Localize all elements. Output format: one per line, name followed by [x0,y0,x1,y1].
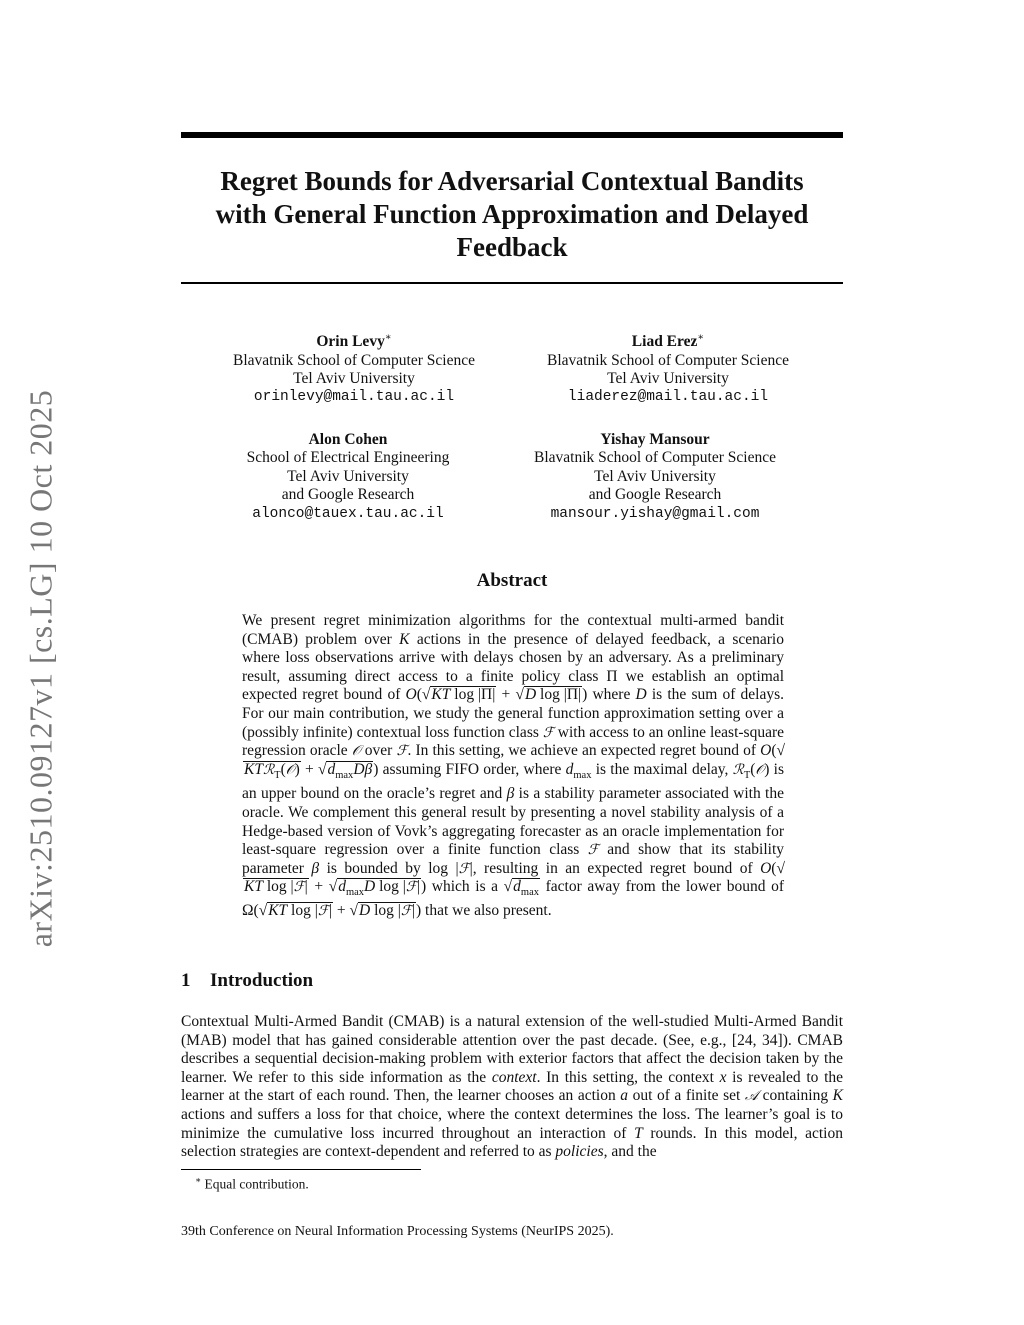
arxiv-identifier: arXiv:2510.09127v1 [cs.LG] 10 Oct 2025 [22,389,59,948]
author-affiliation: and Google Research [588,486,722,504]
author-block [495,431,815,523]
author-affiliation: Tel Aviv University [607,369,729,387]
section-number: 1 [181,970,191,991]
author-email: liaderez@mail.tau.ac.il [567,389,769,406]
author-affiliation: Tel Aviv University [293,369,415,387]
section-heading [181,970,313,992]
author-email: orinlevy@mail.tau.ac.il [253,389,455,406]
author-block [188,431,508,523]
venue-note: 39th Conference on Neural Information Processing Systems (NeurIPS 2025). [181,1224,614,1239]
author-affiliation: Tel Aviv University [287,467,409,485]
abstract-body: We present regret minimization algorithms for the contextual multi-armed bandit (CMAB) problem over K actions in the presence of delayed feedback, a scenario where loss observations arrive with delays chosen by an adversary. As a preliminary result, assuming direct access to a finite policy class Π we establish an optimal expected regret bound of O(√KT log |Π| + √D log |Π|) where D is the sum of delays. For our main contribution, we study the general function approximation setting over a (possibly infinite) contextual loss function class ℱ with access to an online least-square regression oracle 𝒪 over ℱ. In this setting, we achieve an expected regret bound of O(√KTℛ$_T$(𝒪) + $√d_{max}D\beta$) assuming FIFO order, where $d_{max}$ is the maximal delay, ℛ$_T$(𝒪) is an upper bound on the oracle’s regret and β is a stability parameter associated with the oracle. We complement this general result by presenting a novel stability analysis of a Hedge-based version of Vovk’s aggregating forecaster as an oracle implementation for least-square regression over a finite function class ℱ and show that its stability parameter β is bounded by log |ℱ|, resulting in an expected regret bound of O(√KT log |ℱ| + $√d_{max}D$ log |ℱ|) which is a $√d_{max}$ factor away from the lower bound of Ω(√KT log |ℱ| + √D log |ℱ|) that we also present. [242,612,785,919]
author-email: mansour.yishay@gmail.com [550,505,760,522]
author-affiliation: Blavatnik School of Computer Science [547,351,789,369]
abstract-heading: Abstract [476,570,548,591]
title-bottom-rule [181,282,843,284]
title-line: with General Function Approximation and Delayed [215,199,809,229]
author-affiliation: and Google Research [281,486,415,504]
author-name: Orin Levy∗ [316,332,392,351]
introduction-body: Contextual Multi-Armed Bandit (CMAB) is a natural extension of the well-studied Multi-Armed Bandit (MAB) model that has gained considerable attention over the past decade. (See, e.g., [24, 34]). CMAB describes a sequential decision-making problem with exterior factors that affect the decision taken by the learner. We refer to this side information as the context. In this setting, the context x is revealed to the learner at the start of each round. Then, the learner chooses an action a out of a finite set 𝒜 containing K actions and suffers a loss for that choice, where the context determines the loss. The learner’s goal is to minimize the cumulative loss incurred throughout an interaction of T rounds. In this model, action selection strategies are context-dependent and referred to as policies, and the [181,1013,844,1161]
author-name: Alon Cohen [308,431,388,448]
title-line: Feedback [456,232,568,262]
author-affiliation: Tel Aviv University [594,467,716,485]
author-affiliation: Blavatnik School of Computer Science [534,449,776,467]
title-line: Regret Bounds for Adversarial Contextual Bandits [220,166,804,196]
title-top-rule [181,132,843,138]
author-block [508,329,828,407]
author-name: Liad Erez∗ [631,332,705,351]
author-affiliation: Blavatnik School of Computer Science [233,351,475,369]
author-block [194,329,514,407]
paper-title [181,165,843,264]
section-title: Introduction [210,970,314,991]
footnote: ∗ Equal contribution. [195,1175,309,1192]
author-affiliation: School of Electrical Engineering [246,449,450,467]
author-email: alonco@tauex.tau.ac.il [252,505,444,522]
author-name: Yishay Mansour [600,431,710,448]
footnote-rule [181,1169,421,1170]
